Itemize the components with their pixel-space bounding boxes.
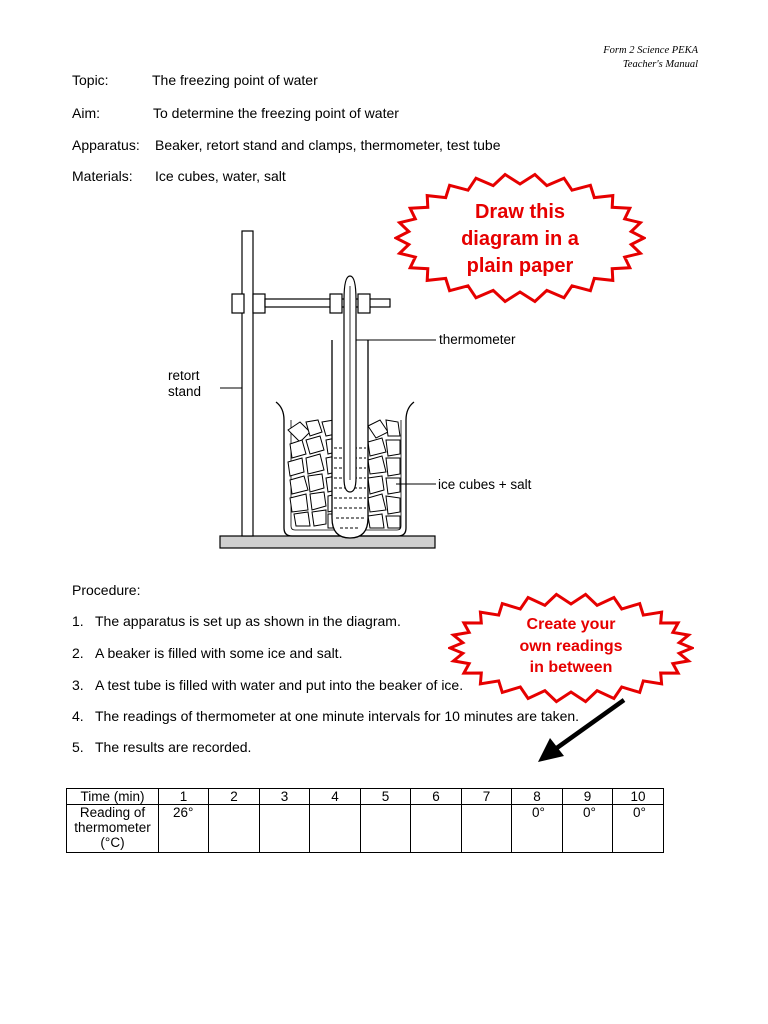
- clamp-arm: [265, 299, 390, 307]
- draw-diagram-callout: [394, 172, 646, 304]
- procedure-step: [72, 677, 463, 693]
- topic-value: The freezing point of water: [152, 72, 318, 88]
- step-number: 4.: [72, 708, 84, 724]
- reading-header-line1: Reading of: [79, 805, 146, 820]
- step-number: 1.: [72, 613, 84, 629]
- header-course: Form 2 Science PEKA: [603, 45, 698, 56]
- time-header: Time (min): [67, 789, 159, 805]
- aim-label: Aim:: [72, 105, 100, 121]
- callout-create-line3: in between: [529, 659, 613, 676]
- procedure-step: [72, 645, 342, 661]
- ice-cubes-right: [368, 420, 400, 528]
- reading-header: [67, 805, 159, 853]
- time-cell: 4: [310, 789, 361, 805]
- boss-left: [232, 294, 244, 313]
- time-cell: 2: [209, 789, 260, 805]
- arrow-icon: [530, 694, 640, 774]
- results-table: [66, 788, 664, 853]
- retort-label-line2: stand: [168, 384, 202, 399]
- callout-draw-line2: diagram in a: [461, 228, 579, 250]
- thermometer-label: thermometer: [439, 332, 516, 347]
- procedure-title: Procedure:: [72, 582, 141, 598]
- reading-cell[interactable]: [361, 805, 411, 853]
- reading-cell[interactable]: [209, 805, 260, 853]
- reading-cell[interactable]: 0°: [512, 805, 563, 853]
- reading-cell[interactable]: 0°: [613, 805, 664, 853]
- step-text: A beaker is filled with some ice and salt.: [95, 645, 343, 661]
- reading-cell[interactable]: 26°: [159, 805, 209, 853]
- retort-base: [220, 536, 435, 548]
- step-text: The apparatus is set up as shown in the diagram.: [95, 613, 401, 629]
- step-text: The readings of thermometer at one minute intervals for 10 minutes are taken.: [95, 708, 580, 724]
- step-number: 5.: [72, 739, 84, 755]
- document-header: [603, 44, 698, 72]
- time-cell: 6: [411, 789, 462, 805]
- boss-right: [253, 294, 265, 313]
- aim-value: To determine the freezing point of water: [153, 105, 399, 121]
- ice-cubes-left: [288, 420, 338, 528]
- retort-label-line1: retort: [168, 368, 200, 383]
- procedure-step: [72, 708, 579, 724]
- reading-header-line2: thermometer: [74, 820, 151, 835]
- reading-cell[interactable]: [411, 805, 462, 853]
- materials-label: Materials:: [72, 168, 133, 184]
- reading-cell[interactable]: 0°: [563, 805, 613, 853]
- callout-create-line2: own readings: [519, 637, 623, 655]
- step-number: 3.: [72, 677, 84, 693]
- time-row: [67, 789, 664, 805]
- retort-rod: [242, 231, 253, 536]
- topic-label: Topic:: [72, 72, 109, 88]
- clamp-jaw-left: [330, 294, 342, 313]
- time-cell: 8: [512, 789, 563, 805]
- time-cell: 3: [260, 789, 310, 805]
- procedure-step: [72, 613, 401, 629]
- reading-cell[interactable]: [310, 805, 361, 853]
- reading-cell[interactable]: [260, 805, 310, 853]
- step-text: A test tube is filled with water and put into the beaker of ice.: [95, 677, 464, 693]
- step-number: 2.: [72, 645, 84, 661]
- create-readings-callout: [448, 592, 694, 704]
- materials-value: Ice cubes, water, salt: [155, 168, 286, 184]
- apparatus-value: Beaker, retort stand and clamps, thermometer, test tube: [155, 137, 501, 153]
- time-cell: 10: [613, 789, 664, 805]
- reading-cell[interactable]: [462, 805, 512, 853]
- time-cell: 5: [361, 789, 411, 805]
- reading-header-line3: (°C): [100, 835, 125, 850]
- callout-create-line1: Create your: [526, 616, 616, 633]
- callout-draw-line1: Draw this: [474, 201, 566, 223]
- time-cell: 1: [159, 789, 209, 805]
- step-text: The results are recorded.: [95, 739, 252, 755]
- callout-draw-line3: plain paper: [466, 255, 574, 277]
- ice-label: ice cubes + salt: [438, 477, 532, 492]
- time-cell: 7: [462, 789, 512, 805]
- time-cell: 9: [563, 789, 613, 805]
- clamp-jaw-right: [358, 294, 370, 313]
- reading-row: [67, 805, 664, 853]
- procedure-step: [72, 739, 251, 755]
- header-manual: Teacher's Manual: [622, 59, 698, 70]
- apparatus-label: Apparatus:: [72, 137, 140, 153]
